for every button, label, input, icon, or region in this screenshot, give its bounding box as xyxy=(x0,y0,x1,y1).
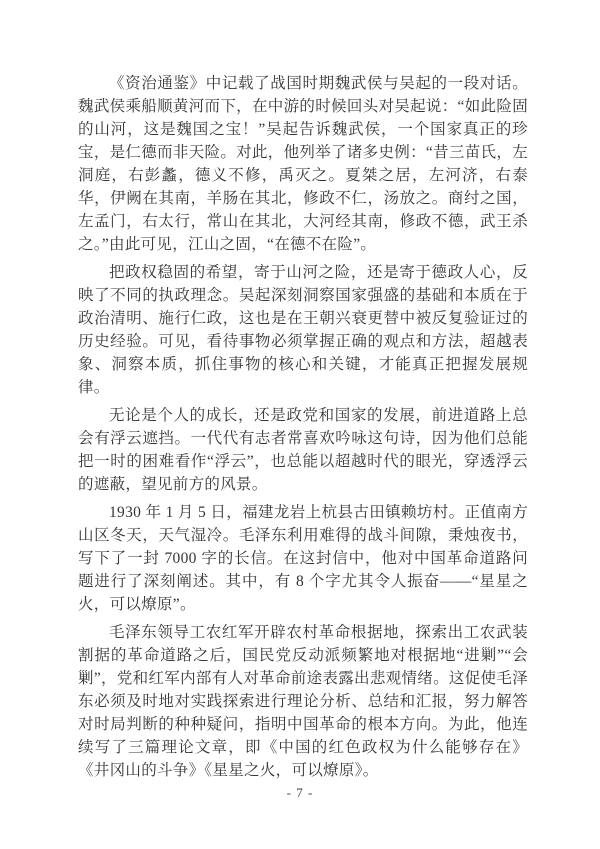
document-body xyxy=(78,72,528,787)
paragraph: 《资治通鉴》中记载了战国时期魏武侯与吴起的一段对话。魏武侯乘船顺黄河而下，在中游的时候回头对吴起说：“如此险固的山河，这是魏国之宝！”吴起告诉魏武侯，一个国家真正的珍宝，是仁德而非天险。对此，他列举了诸多史例：“昔三苗氏，左洞庭，右彭蠡，德义不修，禹灭之。夏桀之居，左河济，右泰华，伊阙在其南，羊肠在其北，修政不仁，汤放之。商纣之国，左孟门，右太行，常山在其北，大河经其南，修政不德，武王杀之。”由此可见，江山之固，“在德不在险”。 xyxy=(78,75,528,253)
page-number: - 7 - xyxy=(286,785,314,800)
paragraph: 无论是个人的成长，还是政党和国家的发展，前进道路上总会有浮云遮挡。一代代有志者常喜欢吟咏这句诗，因为他们总能把一时的困难看作“浮云”，也总能以超越时代的眼光，穿透浮云的遮蔽，望见前方的风景。 xyxy=(78,407,528,493)
paragraph: 1930 年 1 月 5 日，福建龙岩上杭县古田镇赖坊村。正值南方山区冬天，天气湿冷。毛泽东利用难得的战斗间隙，秉烛夜书，写下了一封 7000 字的长信。在这封信中，他对中国革命道路问题进行了深刻阐述。其中，有 8 个字尤其令人振奋——“星星之火，可以燎原”。 xyxy=(78,504,528,613)
paragraph: 把政权稳固的希望，寄于山河之险，还是寄于德政人心，反映了不同的执政理念。吴起深刻洞察国家强盛的基础和本质在于政治清明、施行仁政，这也是在王朝兴衰更替中被反复验证过的历史经验。可见，看待事物必须掌握正确的观点和方法，超越表象、洞察本质，抓住事物的核心和关键，才能真正把握发展规律。 xyxy=(78,264,528,396)
paragraph: 毛泽东领导工农红军开辟农村革命根据地，探索出工农武装割据的革命道路之后，国民党反动派频繁地对根据地“进剿”“会剿”，党和红军内部有人对革命前途表露出悲观情绪。这促使毛泽东必须及时地对实践探索进行理论分析、总结和汇报，努力解答对时局判断的种种疑问，指明中国革命的根本方向。为此，他连续写了三篇理论文章，即《中国的红色政权为什么能够存在》《井冈山的斗争》《星星之火，可以燎原》。 xyxy=(78,624,528,779)
